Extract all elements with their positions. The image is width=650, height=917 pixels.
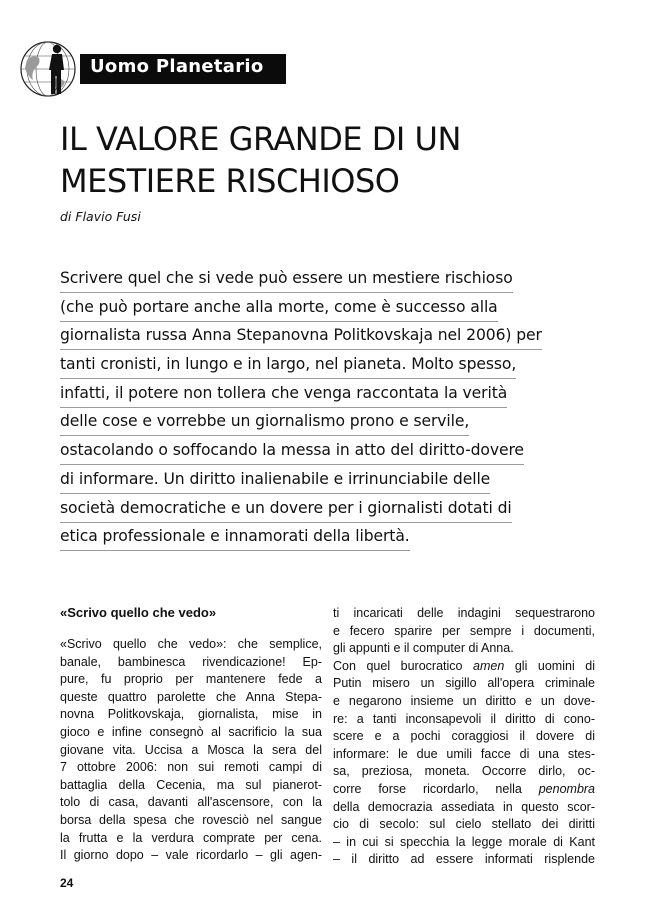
- page-number: 24: [60, 876, 74, 890]
- body-line: novna Politkovskaja, giornalista, mise in: [60, 707, 322, 722]
- body-line: 7 ottobre 2006: non sui remoti campi di: [60, 760, 322, 775]
- section-title: Uomo Planetario: [90, 56, 264, 77]
- body-line: banale, bambinesca rivendicazione! Ep-: [60, 654, 322, 669]
- lead-line: tanti cronisti, in lungo e in largo, nel pianeta. Molto spesso,: [60, 350, 580, 379]
- headline-line: MESTIERE RISCHIOSO: [60, 162, 400, 200]
- body-line: informare: le due umili facce di una stes-: [333, 746, 595, 761]
- lead-line: ostacolando o soffocando la messa in atto del diritto-dovere: [60, 436, 580, 465]
- body-line: della democrazia assediata in questo scor-: [333, 799, 595, 814]
- body-line: pure, fu proprio per mantenere fede a: [60, 672, 322, 687]
- section-subhead: «Scrivo quello che vedo»: [60, 605, 217, 620]
- byline: di Flavio Fusi: [60, 209, 141, 224]
- body-line: ti incaricati delle indagini sequestrarono: [333, 606, 595, 620]
- italic-word: penombra: [538, 781, 596, 796]
- lead-paragraph: [60, 264, 580, 551]
- body-line: – in cui si specchia la legge morale di Kant: [333, 834, 595, 849]
- body-line: cio di secolo: sul cielo stellato dei diritti: [333, 817, 595, 832]
- body-line: queste quattro parolette che Anna Stepa-: [60, 689, 322, 704]
- body-line: giovane vita. Uccisa a Mosca la sera del: [60, 742, 322, 757]
- body-line: Il giorno dopo – vale ricordarlo – gli agen-: [60, 848, 322, 863]
- lead-line: di informare. Un diritto inalienabile e irrinunciabile delle: [60, 465, 580, 494]
- body-line: Con quel burocratico amen gli uomini di: [333, 658, 595, 673]
- body-line: scere e a pochi coraggiosi il dovere di: [333, 729, 595, 744]
- body-column-right: [333, 605, 595, 869]
- body-column-left: [60, 605, 322, 865]
- lead-line: giornalista russa Anna Stepanovna Politkovskaja nel 2006) per: [60, 321, 580, 350]
- body-line: e fecero sparire per sempre i documenti,: [333, 623, 595, 638]
- lead-line: infatti, il potere non tollera che venga raccontata la verità: [60, 379, 580, 408]
- body-line: tolo di casa, davanti all'ascensore, con la: [60, 795, 322, 810]
- body-line: re: a tanti inconsapevoli il diritto di cono-: [333, 711, 595, 726]
- lead-line: delle cose e vorrebbe un giornalismo prono e servile,: [60, 407, 580, 436]
- body-line: «Scrivo quello che vedo»: che semplice,: [60, 637, 322, 651]
- body-line: – il diritto ad essere informati risplende: [333, 852, 595, 867]
- body-line: gli appunti e il computer di Anna.: [333, 641, 514, 656]
- body-line: gioco e infine consegnò al sacrificio la sua: [60, 724, 322, 739]
- article-headline: [60, 118, 620, 202]
- italic-word: amen: [473, 658, 505, 673]
- body-line: e negarono insieme un diritto e un dove-: [333, 693, 595, 708]
- body-line: la frutta e la verdura comprate per cena.: [60, 830, 322, 845]
- body-line: Putin misero un sigillo all'opera criminale: [333, 676, 595, 691]
- lead-line: (che può portare anche alla morte, come è successo alla: [60, 293, 580, 322]
- lead-line: Scrivere quel che si vede può essere un mestiere rischioso: [60, 264, 580, 293]
- headline-line: IL VALORE GRANDE DI UN: [60, 120, 461, 158]
- lead-line: etica professionale e innamorati della libertà.: [60, 522, 580, 551]
- body-line: borsa della spesa che rovesciò nel sangue: [60, 812, 322, 827]
- lead-line: società democratiche e un dovere per i giornalisti dotati di: [60, 494, 580, 523]
- globe-figure-logo: [19, 40, 77, 98]
- body-line: sa, preziosa, moneta. Occorre dirlo, oc-: [333, 764, 595, 779]
- body-line: battaglia della Cecenia, ma sul pianerot-: [60, 777, 322, 792]
- body-line: corre forse ricordarlo, nella penombra: [333, 781, 596, 796]
